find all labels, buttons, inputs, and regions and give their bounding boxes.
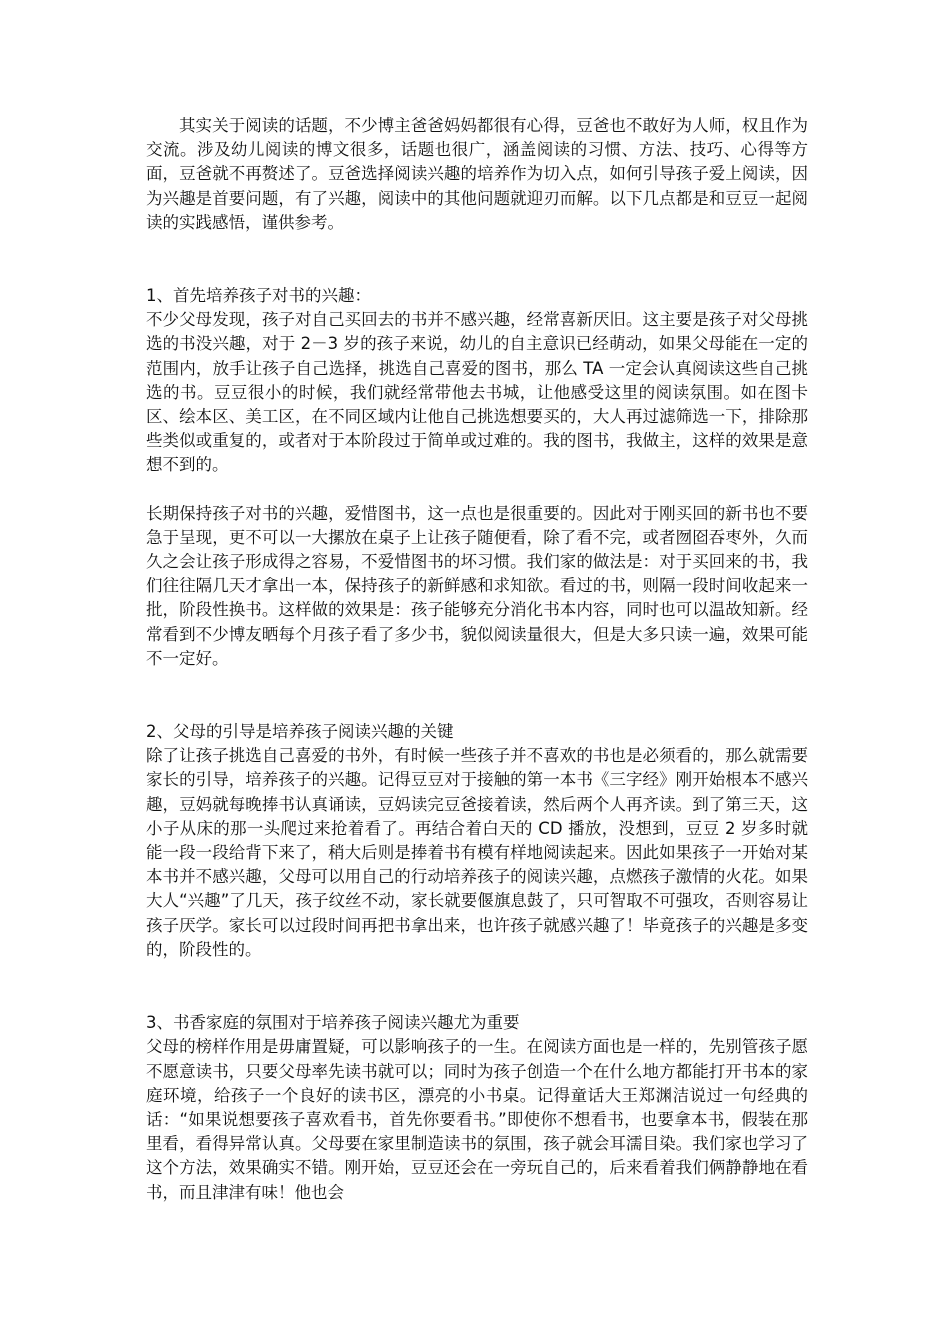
section-1-heading: 1、首先培养孩子对书的兴趣： (146, 286, 371, 306)
spacer (146, 235, 808, 284)
spacer (146, 671, 808, 720)
spacer (146, 962, 808, 1011)
document-body (146, 114, 808, 1205)
section-1-paragraph-1: 不少父母发现，孩子对自己买回去的书并不感兴趣，经常喜新厌旧。这主要是孩子对父母挑选的书没兴趣，对于 2－3 岁的孩子来说，幼儿的自主意识已经萌动，如果父母能在一定的范围内，放手让孩子自己选择，挑选自己喜爱的图书，那么 TA 一定会认真阅读这些自己挑选的书。豆豆很小的时候，我们就经常带他去书城，让他感受这里的阅读氛围。如在图卡区、绘本区、美工区，在不同区域内让他自己挑选想要买的，大人再过滤筛选一下，排除那些类似或重复的，或者对于本阶段过于简单或过难的。我的图书，我做主，这样的效果是意想不到的。 (146, 310, 808, 475)
section-2-paragraph-1: 除了让孩子挑选自己喜爱的书外，有时候一些孩子并不喜欢的书也是必须看的，那么就需要家长的引导，培养孩子的兴趣。记得豆豆对于接触的第一本书《三字经》刚开始根本不感兴趣，豆妈就每晚捧书认真诵读，豆妈读完豆爸接着读，然后两个人再齐读。到了第三天，这小子从床的那一头爬过来抢着看了。再结合着白天的 CD 播放，没想到，豆豆 2 岁多时就能一段一段给背下来了，稍大后则是捧着书有模有样地阅读起来。因此如果孩子一开始对某本书并不感兴趣，父母可以用自己的行动培养孩子的阅读兴趣，点燃孩子激情的火花。如果大人“兴趣”了几天，孩子纹丝不动，家长就要偃旗息鼓了，只可智取不可强攻，否则容易让孩子厌学。家长可以过段时间再把书拿出来，也许孩子就感兴趣了！毕竟孩子的兴趣是多变的，阶段性的。 (146, 746, 808, 959)
section-3-heading: 3、书香家庭的氛围对于培养孩子阅读兴趣尤为重要 (146, 1013, 520, 1033)
section-3-paragraph-1: 父母的榜样作用是毋庸置疑，可以影响孩子的一生。在阅读方面也是一样的，先别管孩子愿不愿意读书，只要父母率先读书就可以；同时为孩子创造一个在什么地方都能打开书本的家庭环境，给孩子一个良好的读书区，漂亮的小书桌。记得童话大王郑渊洁说过一句经典的话：“如果说想要孩子喜欢看书，首先你要看书。”即使你不想看书，也要拿本书，假装在那里看，看得异常认真。父母要在家里制造读书的氛围，孩子就会耳濡目染。我们家也学习了这个方法，效果确实不错。刚开始，豆豆还会在一旁玩自己的，后来看着我们俩静静地在看书，而且津津有味！他也会 (146, 1037, 808, 1202)
section-2-heading: 2、父母的引导是培养孩子阅读兴趣的关键 (146, 722, 454, 742)
spacer (146, 478, 808, 502)
section-1-paragraph-2: 长期保持孩子对书的兴趣，爱惜图书，这一点也是很重要的。因此对于刚买回的新书也不要急于呈现，更不可以一大摞放在桌子上让孩子随便看，除了看不完，或者囫囵吞枣外，久而久之会让孩子形成得之容易，不爱惜图书的坏习惯。我们家的做法是：对于买回来的书，我们往往隔几天才拿出一本，保持孩子的新鲜感和求知欲。看过的书，则隔一段时间收起来一批，阶段性换书。这样做的效果是：孩子能够充分消化书本内容，同时也可以温故知新。经常看到不少博友晒每个月孩子看了多少书，貌似阅读量很大，但是大多只读一遍，效果可能不一定好。 (146, 503, 808, 668)
intro-paragraph: 其实关于阅读的话题，不少博主爸爸妈妈都很有心得，豆爸也不敢好为人师，权且作为交流。涉及幼儿阅读的博文很多，话题也很广，涵盖阅读的习惯、方法、技巧、心得等方面，豆爸就不再赘述了。豆爸选择阅读兴趣的培养作为切入点，如何引导孩子爱上阅读，因为兴趣是首要问题，有了兴趣，阅读中的其他问题就迎刃而解。以下几点都是和豆豆一起阅读的实践感悟，谨供参考。 (146, 116, 808, 232)
